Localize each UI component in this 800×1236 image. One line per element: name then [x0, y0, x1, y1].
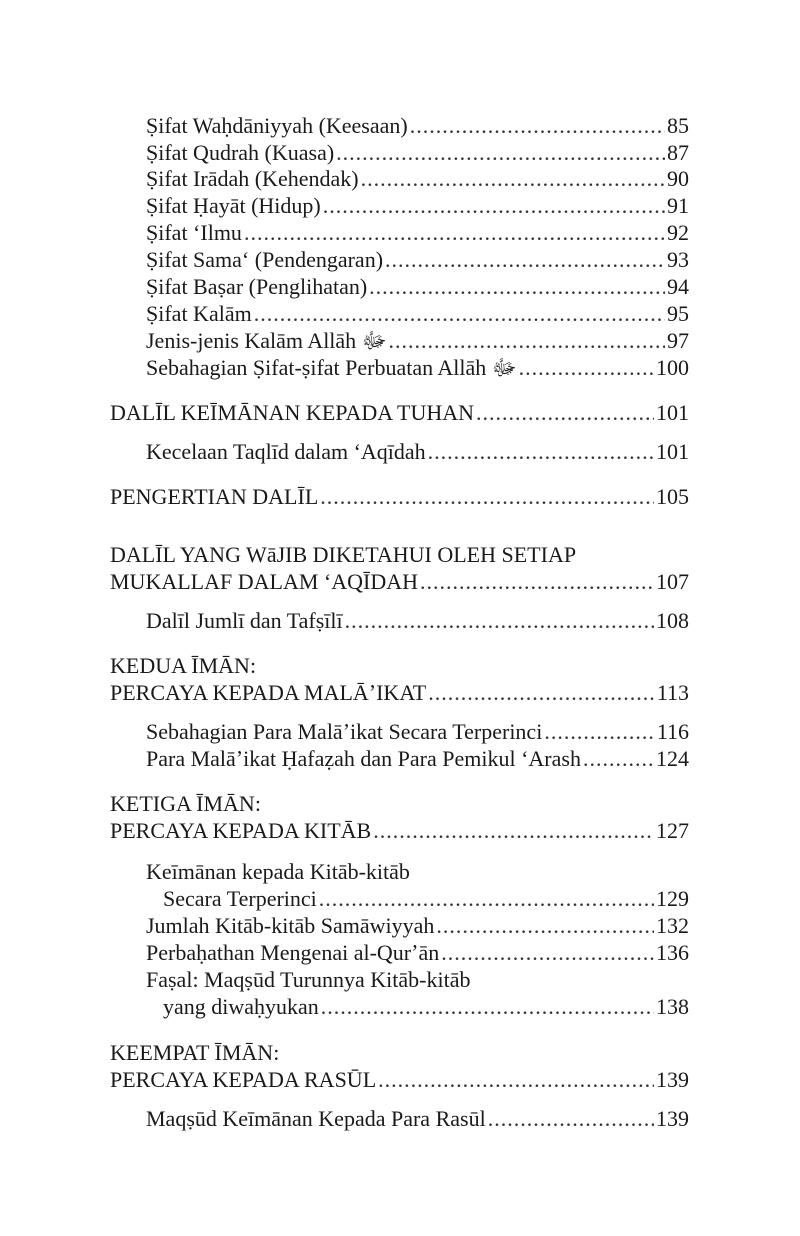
dot-leader — [244, 219, 665, 247]
toc-entry-title: Jumlah Kitāb-kitāb Samāwiyyah — [146, 913, 435, 938]
toc-entry-sifat-qudrah[interactable] — [0, 139, 800, 167]
toc-entry-perbahathan-quran[interactable] — [0, 939, 800, 967]
toc-page-number: 136 — [656, 940, 689, 965]
toc-page-number: 94 — [667, 274, 689, 299]
toc-heading-kedua-iman — [0, 652, 800, 680]
dot-leader — [369, 273, 665, 301]
dot-leader — [441, 939, 654, 967]
toc-page-number: 129 — [656, 886, 689, 911]
toc-entry-title: Sebahagian Para Malāʼikat Secara Terperinci — [146, 719, 543, 744]
dot-leader — [321, 993, 654, 1021]
toc-entry-ketiga-iman[interactable] — [0, 817, 800, 845]
toc-heading-text: Keīmānan kepada Kitāb-kitāb — [146, 859, 410, 884]
dot-leader — [428, 679, 655, 707]
toc-page-number: 92 — [667, 220, 689, 245]
toc-entry-title: Ṣifat Qudrah (Kuasa) — [146, 140, 335, 165]
toc-entry-title: Ṣifat Samaʻ (Pendengaran) — [146, 247, 384, 272]
toc-entry-title: Ṣifat Irādah (Kehendak) — [146, 166, 359, 191]
toc-entry-dalil-keimanan[interactable] — [0, 399, 800, 427]
toc-page-number: 93 — [667, 247, 689, 272]
toc-entry-title: Dalīl Jumlī dan Tafṣīlī — [146, 608, 343, 633]
toc-page-number: 91 — [667, 193, 689, 218]
toc-page-number: 139 — [656, 1067, 689, 1092]
dot-leader — [385, 246, 665, 274]
toc-page-number: 108 — [656, 608, 689, 633]
toc-entry-title: Ṣifat ʻIlmu — [146, 220, 242, 245]
toc-page-number: 105 — [656, 484, 689, 509]
toc-entry-sifat-iradah[interactable] — [0, 165, 800, 193]
toc-heading-text: DALĪL YANG WāJIB DIKETAHUI OLEH SETIAP — [110, 542, 577, 567]
toc-entry-title: Kecelaan Taqlīd dalam ʻAqīdah — [146, 439, 426, 464]
toc-entry-sifat-kalam[interactable] — [0, 300, 800, 328]
toc-page-number: 85 — [667, 113, 689, 138]
dot-leader — [544, 718, 655, 746]
toc-entry-title: Para Malāʼikat Ḥafaẓah dan Para Pemikul ʻArash — [146, 746, 581, 771]
toc-entry-title: Ṣifat Waḥdāniyyah (Keesaan) — [146, 113, 408, 138]
toc-entry-title: PERCAYA KEPADA KITĀB — [110, 818, 372, 843]
toc-entry-title: PENGERTIAN DALĪL — [110, 484, 319, 509]
toc-entry-jenis-kalam[interactable] — [0, 327, 800, 355]
toc-page-number: 124 — [656, 746, 689, 771]
toc-page-number: 87 — [667, 140, 689, 165]
dot-leader — [323, 192, 665, 220]
toc-page-number: 139 — [656, 1106, 689, 1131]
dot-leader — [254, 300, 665, 328]
toc-entry-malaikat-terperinci[interactable] — [0, 718, 800, 746]
dot-leader — [410, 112, 665, 140]
toc-entry-title: Maqṣūd Keīmānan Kepada Para Rasūl — [146, 1106, 486, 1131]
toc-entry-dalil-wajib[interactable] — [0, 568, 800, 596]
dot-leader — [319, 885, 654, 913]
dot-leader — [436, 912, 654, 940]
toc-entry-malaikat-hafazah[interactable] — [0, 745, 800, 773]
toc-entry-title: PERCAYA KEPADA MALĀʼIKAT — [110, 680, 427, 705]
dot-leader — [519, 354, 654, 382]
toc-entry-keimanan-kitab[interactable] — [0, 885, 800, 913]
toc-entry-title: Secara Terperinci — [163, 886, 317, 911]
toc-page-number: 100 — [656, 355, 689, 380]
toc-page-number: 90 — [667, 166, 689, 191]
toc-page-number: 107 — [656, 569, 689, 594]
toc-page-number: 101 — [656, 439, 689, 464]
toc-heading-keempat-iman — [0, 1039, 800, 1067]
toc-entry-pengertian-dalil[interactable] — [0, 483, 800, 511]
toc-entry-sifat-basar[interactable] — [0, 273, 800, 301]
toc-entry-sifat-perbuatan[interactable] — [0, 354, 800, 382]
toc-page-number: 97 — [667, 328, 689, 353]
toc-entry-fasal-maqsud[interactable] — [0, 993, 800, 1021]
toc-entry-title: Jenis-jenis Kalām Allāh ﷻ — [146, 328, 387, 353]
toc-heading-fasal-maqsud — [0, 966, 800, 994]
toc-page-number: 138 — [656, 994, 689, 1019]
dot-leader — [428, 438, 654, 466]
toc-heading-text: Faṣal: Maqṣūd Turunnya Kitāb-kitāb — [146, 967, 471, 992]
toc-entry-title: DALĪL KEĪMĀNAN KEPADA TUHAN — [110, 400, 475, 425]
toc-entry-title: Ṣifat Ḥayāt (Hidup) — [146, 193, 321, 218]
toc-entry-title: Sebahagian Ṣifat-ṣifat Perbuatan Allāh ﷻ — [146, 355, 517, 380]
dot-leader — [476, 399, 654, 427]
toc-entry-title: PERCAYA KEPADA RASŪL — [110, 1067, 377, 1092]
toc-entry-title: Perbaḥathan Mengenai al-Qurʼān — [146, 940, 440, 965]
toc-entry-jumlah-kitab[interactable] — [0, 912, 800, 940]
toc-page-number: 101 — [656, 400, 689, 425]
dot-leader — [389, 327, 665, 355]
dot-leader — [373, 817, 654, 845]
toc-heading-text: KEDUA ĪMĀN: — [110, 653, 257, 678]
dot-leader — [420, 568, 654, 596]
toc-heading-text: KETIGA ĪMĀN: — [110, 791, 261, 816]
toc-entry-sifat-wahdaniyyah[interactable] — [0, 112, 800, 140]
toc-heading-ketiga-iman — [0, 790, 800, 818]
toc-page-number: 132 — [656, 913, 689, 938]
toc-entry-title: Ṣifat Kalām — [146, 301, 252, 326]
toc-page-number: 113 — [656, 680, 689, 705]
toc-entry-sifat-hayat[interactable] — [0, 192, 800, 220]
toc-entry-keempat-iman[interactable] — [0, 1066, 800, 1094]
toc-entry-sifat-sama[interactable] — [0, 246, 800, 274]
toc-page-number: 116 — [656, 719, 689, 744]
toc-page-number: 127 — [656, 818, 689, 843]
dot-leader — [336, 139, 665, 167]
dot-leader — [345, 607, 654, 635]
dot-leader — [378, 1066, 654, 1094]
toc-entry-kecelaan-taqlid[interactable] — [0, 438, 800, 466]
toc-entry-sifat-ilmu[interactable] — [0, 219, 800, 247]
dot-leader — [361, 165, 665, 193]
toc-heading-text: KEEMPAT ĪMĀN: — [110, 1040, 280, 1065]
dot-leader — [488, 1105, 654, 1133]
dot-leader — [320, 483, 654, 511]
toc-entry-title: yang diwaḥyukan — [163, 994, 319, 1019]
dot-leader — [583, 745, 654, 773]
toc-heading-keimanan-kitab — [0, 858, 800, 886]
toc-entry-title: MUKALLAF DALAM ʻAQĪDAH — [110, 569, 418, 594]
toc-entry-dalil-jumli[interactable] — [0, 607, 800, 635]
toc-entry-title: Ṣifat Baṣar (Penglihatan) — [146, 274, 368, 299]
toc-heading-dalil-wajib-line1 — [0, 541, 800, 569]
toc-entry-kedua-iman[interactable] — [0, 679, 800, 707]
toc-page-number: 95 — [667, 301, 689, 326]
toc-entry-maqsud-keimanan[interactable] — [0, 1105, 800, 1133]
